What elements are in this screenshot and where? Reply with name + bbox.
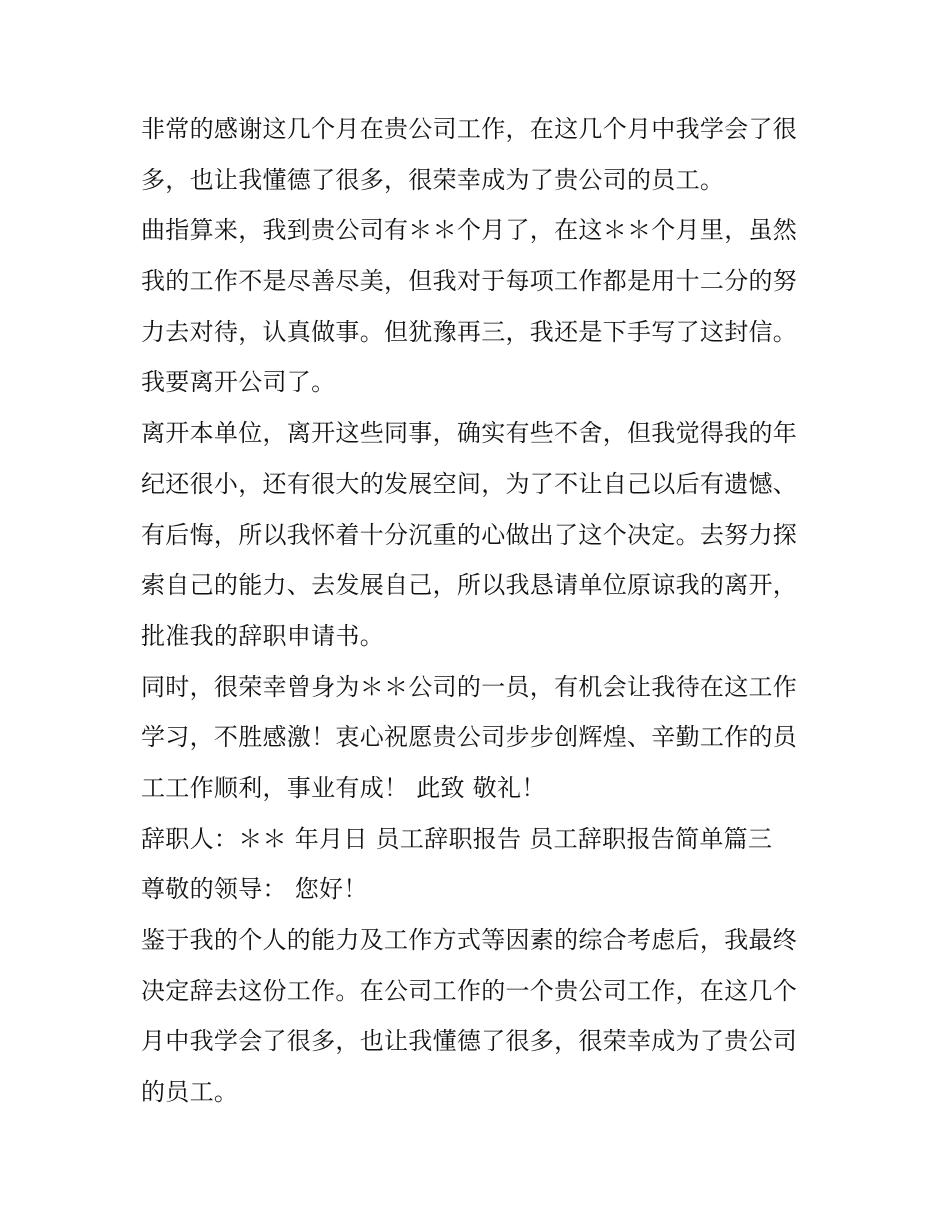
text-line: 学习，不胜感激！衷心祝愿贵公司步步创辉煌、辛勤工作的员: [141, 723, 798, 752]
text-line: 多，也让我懂德了很多，很荣幸成为了贵公司的员工。: [141, 165, 725, 194]
text-line: 我要离开公司了。: [141, 368, 336, 397]
text-line: 的员工。: [141, 1078, 239, 1107]
text-line: 有后悔，所以我怀着十分沉重的心做出了这个决定。去努力探: [141, 520, 798, 549]
text-line: 辞职人：＊＊ 年月日 员工辞职报告 员工辞职报告简单篇三: [141, 824, 773, 853]
text-line: 批准我的辞职申请书。: [141, 621, 384, 650]
text-line: 力去对待，认真做事。但犹豫再三，我还是下手写了这封信。: [141, 317, 798, 346]
text-line: 索自己的能力、去发展自己，所以我恳请单位原谅我的离开，: [141, 571, 798, 600]
text-line: 我的工作不是尽善尽美，但我对于每项工作都是用十二分的努: [141, 267, 798, 296]
text-line: 曲指算来，我到贵公司有＊＊个月了，在这＊＊个月里，虽然: [141, 216, 798, 245]
text-line: 同时，很荣幸曾身为＊＊公司的一员，有机会让我待在这工作: [141, 672, 798, 701]
text-line: 非常的感谢这几个月在贵公司工作，在这几个月中我学会了很: [141, 115, 798, 143]
text-line: 离开本单位，离开这些同事，确实有些不舍，但我觉得我的年: [141, 419, 798, 448]
text-line: 决定辞去这份工作。在公司工作的一个贵公司工作，在这几个: [141, 976, 798, 1005]
letter-body: [141, 104, 821, 1118]
text-line: 鉴于我的个人的能力及工作方式等因素的综合考虑后，我最终: [141, 926, 798, 954]
text-line: 月中我学会了很多，也让我懂德了很多，很荣幸成为了贵公司: [141, 1027, 798, 1056]
text-line: 尊敬的领导： 您好！: [141, 875, 368, 904]
text-line: 工工作顺利，事业有成！ 此致 敬礼！: [141, 773, 546, 802]
text-line: 纪还很小，还有很大的发展空间，为了不让自己以后有遗憾、: [141, 469, 798, 498]
